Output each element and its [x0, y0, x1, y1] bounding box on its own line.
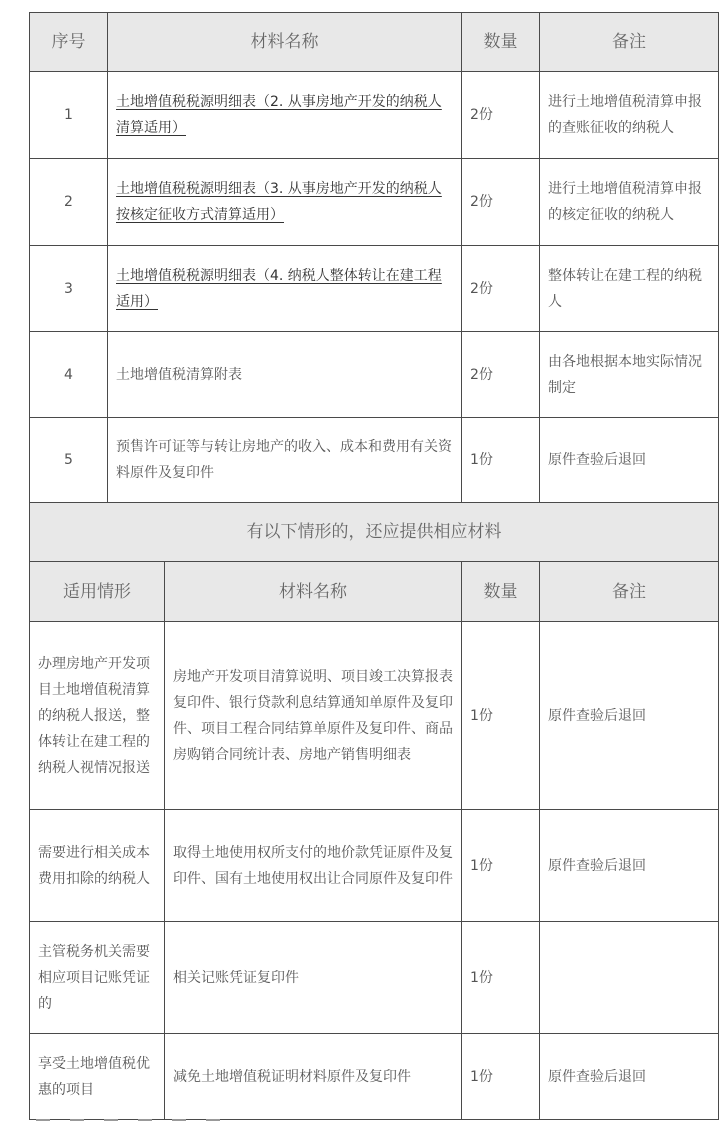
row-seq: 1	[30, 72, 108, 159]
table-row	[30, 72, 719, 159]
row-case: 办理房地产开发项目土地增值税清算的纳税人报送，整体转让在建工程的纳税人视情况报送	[30, 622, 165, 810]
row-note: 原件查验后退回	[540, 418, 719, 503]
row-seq: 4	[30, 332, 108, 418]
table-row	[30, 332, 719, 418]
row-quantity: 2份	[462, 246, 540, 332]
materials-table	[29, 12, 719, 503]
row-quantity: 1份	[462, 418, 540, 503]
row-note: 原件查验后退回	[540, 810, 719, 922]
row-material-name: 减免土地增值税证明材料原件及复印件	[165, 1034, 462, 1120]
table-row	[30, 246, 719, 332]
row-case: 需要进行相关成本费用扣除的纳税人	[30, 810, 165, 922]
table-row	[30, 922, 719, 1034]
header-quantity: 数量	[462, 13, 540, 72]
row-material-name	[108, 72, 462, 159]
material-link[interactable]: 土地增值税税源明细表（4. 纳税人整体转让在建工程适用）	[116, 267, 442, 310]
table-row	[30, 159, 719, 246]
section-banner: 有以下情形的，还应提供相应材料	[30, 503, 719, 562]
table-row	[30, 810, 719, 922]
header-quantity: 数量	[462, 562, 540, 622]
header-seq: 序号	[30, 13, 108, 72]
row-note: 由各地根据本地实际情况制定	[540, 332, 719, 418]
row-seq: 5	[30, 418, 108, 503]
row-note: 原件查验后退回	[540, 1034, 719, 1120]
row-material-name	[108, 246, 462, 332]
material-link[interactable]: 土地增值税税源明细表（3. 从事房地产开发的纳税人按核定征收方式清算适用）	[116, 181, 442, 223]
row-quantity: 1份	[462, 922, 540, 1034]
table-header-row	[30, 13, 719, 72]
row-material-name: 相关记账凭证复印件	[165, 922, 462, 1034]
row-material-name: 土地增值税清算附表	[108, 332, 462, 418]
table-header-row	[30, 562, 719, 622]
row-material-name: 房地产开发项目清算说明、项目竣工决算报表复印件、银行贷款利息结算通知单原件及复印件、项目工程合同结算单原件及复印件、商品房购销合同统计表、房地产销售明细表	[165, 622, 462, 810]
row-quantity: 1份	[462, 810, 540, 922]
row-quantity: 1份	[462, 622, 540, 810]
row-seq: 3	[30, 246, 108, 332]
row-material-name: 预售许可证等与转让房地产的收入、成本和费用有关资料原件及复印件	[108, 418, 462, 503]
cropped-glyph	[104, 1119, 118, 1121]
row-quantity: 2份	[462, 332, 540, 418]
row-material-name	[108, 159, 462, 246]
cropped-footer-text	[36, 1119, 276, 1128]
material-link[interactable]: 土地增值税税源明细表（2. 从事房地产开发的纳税人清算适用）	[116, 94, 442, 136]
row-quantity: 1份	[462, 1034, 540, 1120]
row-note	[540, 922, 719, 1034]
cropped-glyph	[206, 1119, 220, 1121]
cropped-glyph	[138, 1119, 152, 1121]
section-banner-row	[30, 503, 719, 562]
row-case: 主管税务机关需要相应项目记账凭证的	[30, 922, 165, 1034]
table-row	[30, 418, 719, 503]
cropped-glyph	[70, 1119, 84, 1121]
cropped-glyph	[36, 1119, 50, 1121]
row-case: 享受土地增值税优惠的项目	[30, 1034, 165, 1120]
row-note: 进行土地增值税清算申报的核定征收的纳税人	[540, 159, 719, 246]
row-note: 进行土地增值税清算申报的查账征收的纳税人	[540, 72, 719, 159]
row-note: 整体转让在建工程的纳税人	[540, 246, 719, 332]
additional-materials-table	[29, 502, 719, 1120]
header-note: 备注	[540, 13, 719, 72]
row-quantity: 2份	[462, 72, 540, 159]
row-quantity: 2份	[462, 159, 540, 246]
header-material-name: 材料名称	[108, 13, 462, 72]
table-row	[30, 1034, 719, 1120]
header-material-name: 材料名称	[165, 562, 462, 622]
row-seq: 2	[30, 159, 108, 246]
header-case: 适用情形	[30, 562, 165, 622]
cropped-glyph	[172, 1119, 186, 1121]
row-material-name: 取得土地使用权所支付的地价款凭证原件及复印件、国有土地使用权出让合同原件及复印件	[165, 810, 462, 922]
header-note: 备注	[540, 562, 719, 622]
row-note: 原件查验后退回	[540, 622, 719, 810]
table-row	[30, 622, 719, 810]
